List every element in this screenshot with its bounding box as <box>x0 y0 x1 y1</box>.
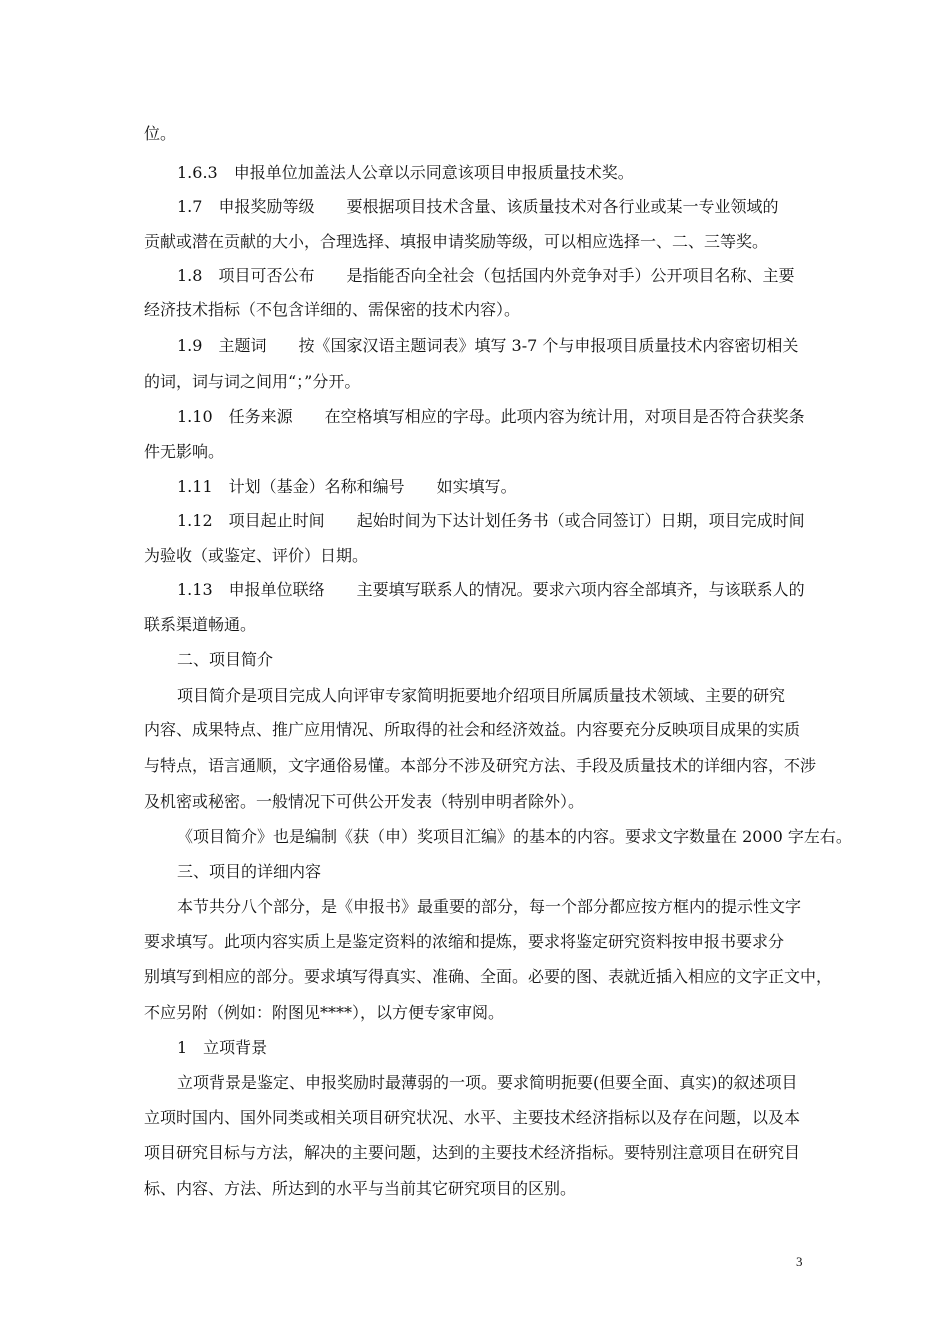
text-line: 项目简介是项目完成人向评审专家简明扼要地介绍项目所属质量技术领域、主要的研究 <box>177 686 786 705</box>
text-line: 经济技术指标（不包含详细的、需保密的技术内容）。 <box>144 300 521 319</box>
text-line: 1.6.3 申报单位加盖法人公章以示同意该项目申报质量技术奖。 <box>177 163 634 182</box>
text-line: 1.9 主题词 按《国家汉语主题词表》填写 3-7 个与申报项目质量技术内容密切相关 <box>177 336 799 355</box>
section-heading: 二、项目简介 <box>177 650 274 669</box>
text-line: 1.7 申报奖励等级 要根据项目技术含量、该质量技术对各行业或某一专业领域的 <box>177 197 779 216</box>
text-line: 别填写到相应的部分。要求填写得真实、准确、全面。必要的图、表就近插入相应的文字正文中， <box>144 967 833 986</box>
text-line: 不应另附（例如：附图见****），以方便专家审阅。 <box>144 1003 505 1022</box>
text-line: 本节共分八个部分，是《申报书》最重要的部分，每一个部分都应按方框内的提示性文字 <box>177 897 802 916</box>
text-line: 件无影响。 <box>144 442 225 461</box>
text-line: 标、内容、方法、所达到的水平与当前其它研究项目的区别。 <box>144 1179 577 1198</box>
text-line: 立项时国内、国外同类或相关项目研究状况、水平、主要技术经济指标以及存在问题，以及本 <box>144 1108 801 1127</box>
text-line: 1.13 申报单位联络 主要填写联系人的情况。要求六项内容全部填齐，与该联系人的 <box>177 580 805 599</box>
text-line: 与特点，语言通顺，文字通俗易懂。本部分不涉及研究方法、手段及质量技术的详细内容，不涉 <box>144 756 817 775</box>
text-line: 1.11 计划（基金）名称和编号 如实填写。 <box>177 477 517 496</box>
text-line: 贡献或潜在贡献的大小，合理选择、填报申请奖励等级，可以相应选择一、二、三等奖。 <box>144 232 769 251</box>
text-line: 要求填写。此项内容实质上是鉴定资料的浓缩和提炼，要求将鉴定研究资料按申报书要求分 <box>144 932 785 951</box>
text-line: 1.10 任务来源 在空格填写相应的字母。此项内容为统计用，对项目是否符合获奖条 <box>177 407 805 426</box>
section-heading: 三、项目的详细内容 <box>177 862 322 881</box>
text-line: 内容、成果特点、推广应用情况、所取得的社会和经济效益。内容要充分反映项目成果的实质 <box>144 720 801 739</box>
text-line: 联系渠道畅通。 <box>144 615 257 634</box>
text-line: 1.12 项目起止时间 起始时间为下达计划任务书（或合同签订）日期，项目完成时间 <box>177 511 805 530</box>
text-line: 为验收（或鉴定、评价）日期。 <box>144 546 369 565</box>
subsection-heading: 1 立项背景 <box>177 1038 268 1057</box>
text-line: 项目研究目标与方法，解决的主要问题，达到的主要技术经济指标。要特别注意项目在研究目 <box>144 1143 801 1162</box>
text-line: 的词，词与词之间用“；”分开。 <box>144 372 361 391</box>
page-number: 3 <box>796 1254 803 1269</box>
text-line: 立项背景是鉴定、申报奖励时最薄弱的一项。要求简明扼要(但要全面、真实)的叙述项目 <box>177 1073 798 1092</box>
text-line: 及机密或秘密。一般情况下可供公开发表（特别申明者除外）。 <box>144 792 585 811</box>
text-line: 位。 <box>144 124 177 143</box>
text-line: 1.8 项目可否公布 是指能否向全社会（包括国内外竞争对手）公开项目名称、主要 <box>177 266 795 285</box>
text-line: 《项目简介》也是编制《获（申）奖项目汇编》的基本的内容。要求文字数量在 2000 字左右。 <box>177 827 852 846</box>
